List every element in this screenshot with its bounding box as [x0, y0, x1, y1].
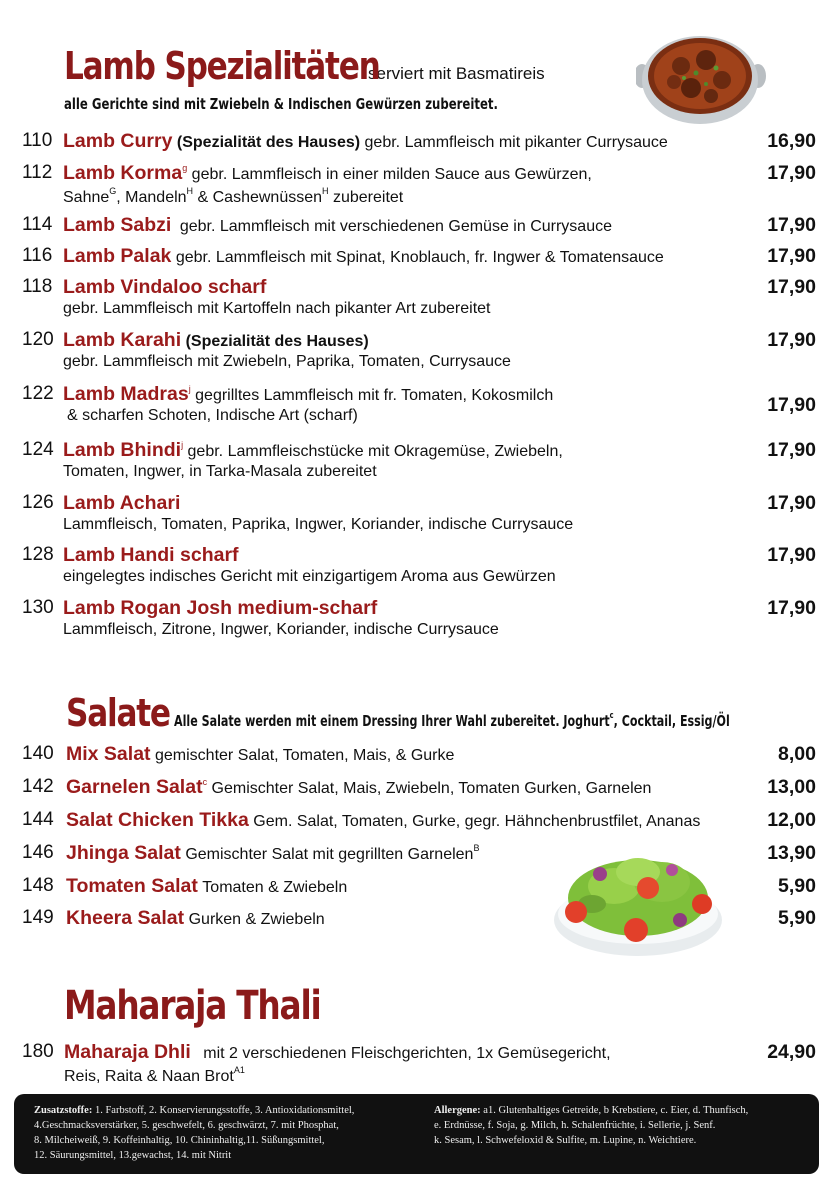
- item-price: 17,90: [767, 597, 816, 619]
- item-number: 112: [22, 162, 53, 183]
- item-number: 126: [22, 492, 54, 513]
- item-name: Lamb Korma: [63, 162, 183, 184]
- item-number: 110: [22, 130, 53, 151]
- item-name: Maharaja Dhli: [64, 1041, 191, 1063]
- item-description-line2: Reis, Raita & Naan Brot$^{A1}$: [64, 1065, 245, 1085]
- item-price: 24,90: [767, 1041, 816, 1063]
- item-number: 116: [22, 245, 53, 266]
- item-price: 8,00: [778, 743, 816, 765]
- item-description-line2: Sahne$^G$, Mandeln$^H$ & Cashewnüssen$^H$ zubereitet: [63, 186, 404, 206]
- lamb-note: alle Gerichte sind mit Zwiebeln & Indischen Gewürzen zubereitet.: [64, 95, 498, 113]
- item-name: Lamb Rogan Josh medium-scharf: [63, 597, 378, 619]
- item-description: Lammfleisch, Zitrone, Ingwer, Koriander, indische Currysauce: [63, 621, 499, 638]
- item-description: gebr. Lammfleisch mit Zwiebeln, Paprika, Tomaten, Currysauce: [63, 353, 511, 370]
- item-special: (Spezialität des Hauses): [185, 333, 369, 350]
- item-number: 180: [22, 1041, 54, 1062]
- item-name: Mix Salat: [66, 743, 151, 765]
- item-name: Jhinga Salat: [66, 842, 181, 864]
- item-allergen-sup: B: [473, 843, 480, 853]
- item-description: Gemischter Salat, Mais, Zwiebeln, Tomaten Gurken, Garnelen: [211, 780, 652, 797]
- item-description-line2: Tomaten, Ingwer, in Tarka-Masala zubereitet: [63, 463, 377, 480]
- lamb-note-wrap: [64, 95, 620, 114]
- thali-header: [64, 983, 324, 1029]
- item-number: 124: [22, 439, 54, 460]
- item-description: gebr. Lammfleischstücke mit Okragemüse, Zwiebeln,: [187, 443, 563, 460]
- item-number: 149: [22, 907, 54, 928]
- item-price: 16,90: [767, 130, 816, 152]
- item-number: 148: [22, 875, 54, 896]
- item-name: Salat Chicken Tikka: [66, 809, 249, 831]
- item-description: eingelegtes indisches Gericht mit einzigartigem Aroma aus Gewürzen: [63, 568, 556, 585]
- item-description-line2: & scharfen Schoten, Indische Art (scharf): [67, 407, 358, 424]
- item-allergen-sup: j: [181, 440, 184, 450]
- item-number: 128: [22, 544, 54, 565]
- item-number: 130: [22, 597, 54, 618]
- item-name: Lamb Sabzi: [63, 214, 172, 236]
- item-allergen-sup: c: [202, 777, 208, 787]
- item-number: 144: [22, 809, 54, 830]
- item-price: 5,90: [778, 907, 816, 929]
- item-price: 17,90: [767, 276, 816, 298]
- item-description: gebr. Lammfleisch mit Kartoffeln nach pikanter Art zubereitet: [63, 300, 491, 317]
- salate-header: [66, 691, 840, 735]
- item-price: 17,90: [767, 394, 816, 416]
- item-number: 122: [22, 383, 54, 404]
- item-allergen-sup: g: [182, 163, 188, 173]
- item-allergen-sup: j: [188, 384, 191, 394]
- item-special: (Spezialität des Hauses): [176, 134, 361, 151]
- item-price: 17,90: [767, 492, 816, 514]
- item-number: 118: [22, 276, 53, 297]
- salate-section-title: Salate: [66, 691, 170, 735]
- item-number: 114: [22, 214, 53, 235]
- item-description: mit 2 verschiedenen Fleischgerichten, 1x Gemüsegericht,: [203, 1045, 611, 1062]
- item-name: Lamb Handi scharf: [63, 544, 239, 566]
- item-description: Gurken & Zwiebeln: [188, 911, 325, 928]
- curry-bowl-image: [636, 18, 766, 128]
- item-number: 120: [22, 329, 54, 350]
- lamb-section-title: Lamb Spezialitäten: [64, 44, 380, 88]
- item-description: gegrilltes Lammfleisch mit fr. Tomaten, Kokosmilch: [195, 387, 554, 404]
- item-name: Lamb Karahi: [63, 329, 182, 351]
- item-price: 17,90: [767, 439, 816, 461]
- item-description: gemischter Salat, Tomaten, Mais, & Gurke: [155, 747, 455, 764]
- item-description: gebr. Lammfleisch mit Spinat, Knoblauch, fr. Ingwer & Tomatensauce: [175, 249, 664, 266]
- item-price: 17,90: [767, 214, 816, 236]
- item-description: Gemischter Salat mit gegrillten Garnelen: [185, 846, 474, 863]
- lamb-subtitle: serviert mit Basmatireis: [368, 64, 545, 83]
- item-number: 146: [22, 842, 54, 863]
- item-description: Tomaten & Zwiebeln: [202, 879, 348, 896]
- item-name: Lamb Curry: [63, 130, 173, 152]
- item-name: Lamb Vindaloo scharf: [63, 276, 267, 298]
- item-name: Lamb Bhindi: [63, 439, 182, 461]
- item-price: 17,90: [767, 329, 816, 351]
- item-number: 140: [22, 743, 54, 764]
- item-description: gebr. Lammfleisch mit verschiedenen Gemüse in Currysauce: [179, 218, 612, 235]
- item-price: 17,90: [767, 544, 816, 566]
- item-name: Lamb Palak: [63, 245, 172, 267]
- item-price: 17,90: [767, 245, 816, 267]
- item-price: 5,90: [778, 875, 816, 897]
- item-price: 12,00: [767, 809, 816, 831]
- additives-label: Zusatzstoffe:: [34, 1105, 93, 1116]
- item-name: Kheera Salat: [66, 907, 185, 929]
- lamb-header: [64, 44, 545, 88]
- thali-section-title: Maharaja Thali: [64, 983, 321, 1029]
- salate-note: Alle Salate werden mit einem Dressing Ihrer Wahl zubereitet. Joghurt$^c$, Cocktail, Essig/Öl: [174, 711, 730, 730]
- item-price: 17,90: [767, 162, 816, 184]
- item-number: 142: [22, 776, 54, 797]
- additives-legend: Zusatzstoffe: 1. Farbstoff, 2. Konservierungsstoffe, 3. Antioxidationsmittel, 4.Geschmacksverstärker, 5. geschwefelt, 6. geschwärzt, 7. mit Phosphat, 8. Milcheiweiß, 9. Koffeinhaltig, 10. Chininhaltig,11. Süßungsmittel, 12. Säurungsmittel, 13.gewachst, 14. mit Nitrit: [34, 1105, 355, 1161]
- allergens-label: Allergene:: [434, 1105, 481, 1116]
- footer-legend: [14, 1094, 819, 1174]
- item-description: Gem. Salat, Tomaten, Gurke, gegr. Hähnchenbrustfilet, Ananas: [253, 813, 701, 830]
- item-name: Lamb Madras: [63, 383, 189, 405]
- item-price: 13,90: [767, 842, 816, 864]
- item-name: Lamb Achari: [63, 492, 181, 514]
- item-name: Garnelen Salat: [66, 776, 203, 798]
- item-name: Tomaten Salat: [66, 875, 198, 897]
- item-description: gebr. Lammfleisch in einer milden Sauce aus Gewürzen,: [191, 166, 592, 183]
- allergens-legend: Allergene: a1. Glutenhaltiges Getreide, b Krebstiere, c. Eier, d. Thunfisch, e. Erdnüsse, f. Soja, g. Milch, h. Schalenfrüchte, i. Sellerie, j. Senf. k. Sesam, l. Schwefeloxid & Sulfite, m. Lupine, n. Weichtiere.: [434, 1105, 749, 1146]
- item-description: gebr. Lammfleisch mit pikanter Currysauce: [364, 134, 668, 151]
- item-price: 13,00: [767, 776, 816, 798]
- item-description: Lammfleisch, Tomaten, Paprika, Ingwer, Koriander, indische Currysauce: [63, 516, 574, 533]
